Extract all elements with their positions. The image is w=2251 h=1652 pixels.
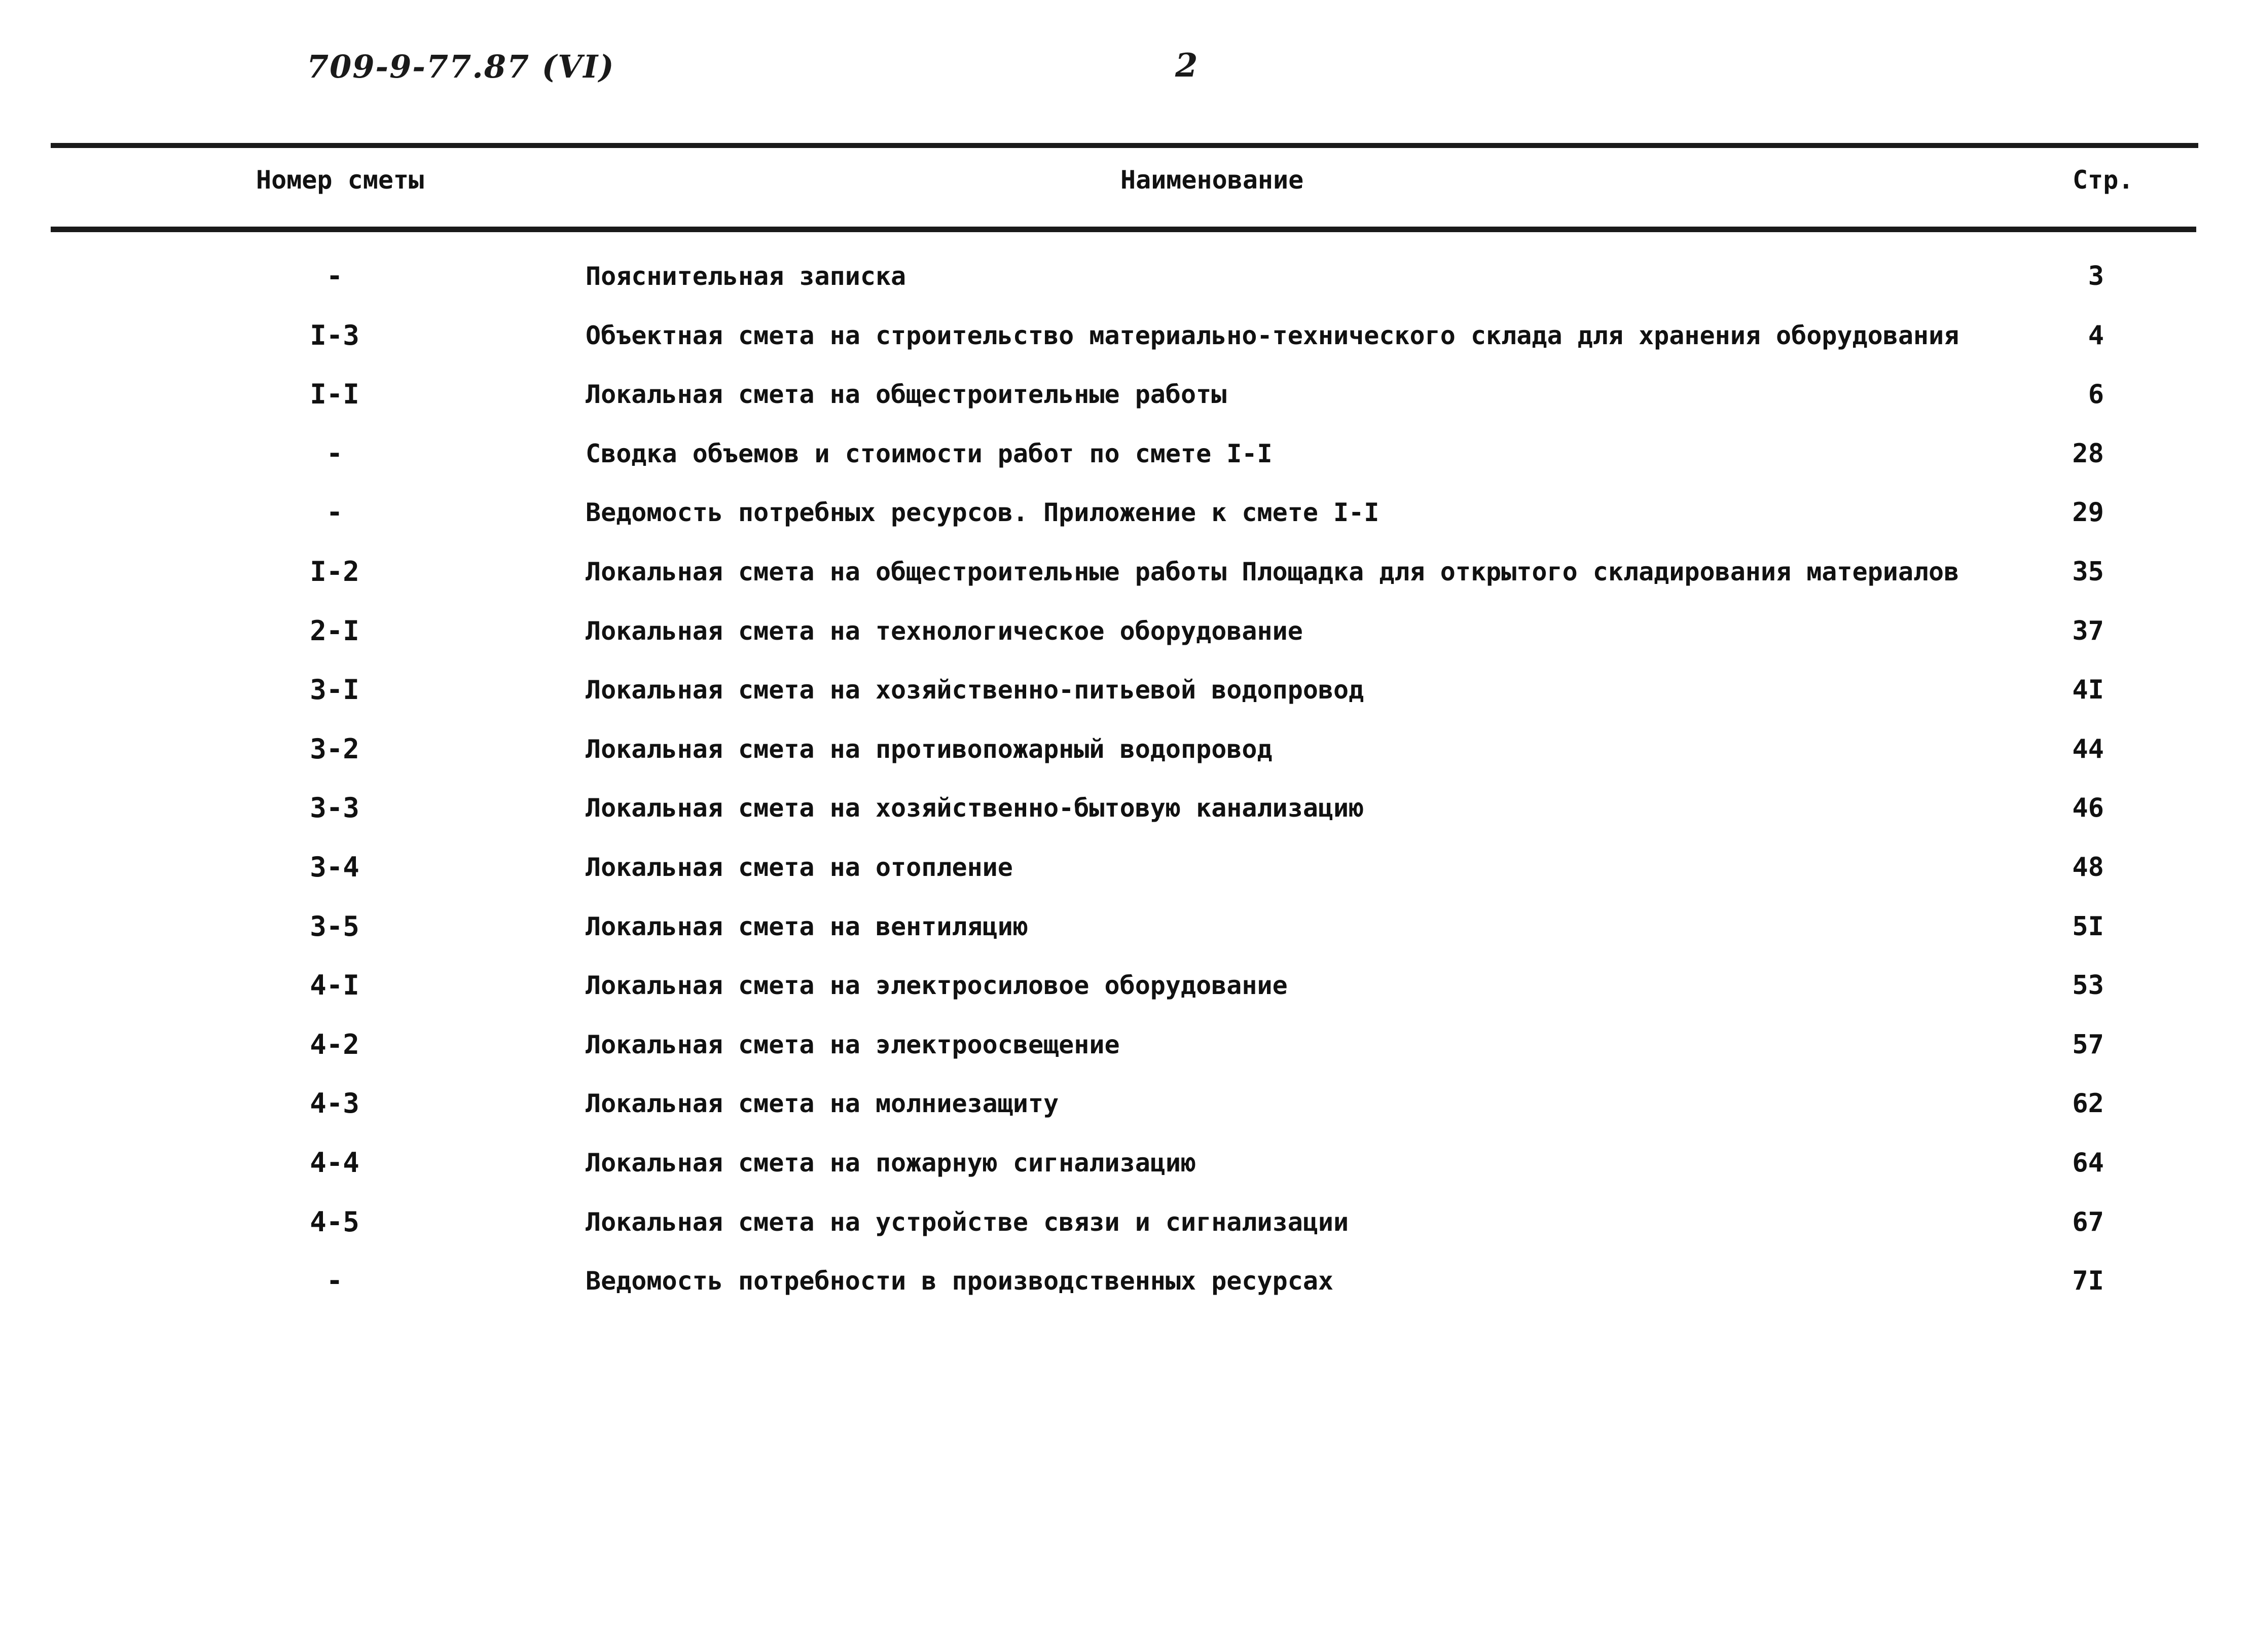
page-ref: 35 (2072, 557, 2104, 587)
table-row (0, 1145, 2251, 1204)
page-ref: 6 (2088, 379, 2104, 410)
page-ref: 28 (2072, 438, 2104, 469)
estimate-number: I-I (310, 378, 359, 411)
estimate-number: 4-5 (310, 1205, 359, 1238)
estimate-title: Локальная смета на вентиляцию (586, 911, 1028, 941)
column-header-page: Стр. (2073, 165, 2134, 195)
page-ref: 46 (2072, 793, 2104, 824)
table-row (0, 1204, 2251, 1263)
estimate-title: Локальная смета на пожарную сигнализацию (586, 1148, 1196, 1178)
estimate-number: 4-2 (310, 1028, 359, 1060)
estimate-title: Локальная смета на устройстве связи и сигнализации (586, 1207, 1349, 1237)
estimate-number: 4-3 (310, 1087, 359, 1120)
table-row (0, 495, 2251, 554)
estimate-number: - (326, 437, 343, 469)
page-ref: 44 (2072, 733, 2104, 764)
page-ref: 7I (2072, 1266, 2104, 1297)
table-row (0, 909, 2251, 968)
estimate-number: 3-4 (310, 851, 359, 883)
estimate-number: I-2 (310, 556, 359, 588)
estimate-title: Локальная смета на молниезащиту (586, 1089, 1059, 1119)
estimate-title: Локальная смета на электроосвещение (586, 1030, 1120, 1059)
estimate-number: I-3 (310, 319, 359, 351)
estimate-number: 3-I (310, 674, 359, 706)
table-row (0, 1086, 2251, 1145)
estimate-number: - (326, 496, 343, 529)
column-header-name: Наименование (1120, 165, 1304, 195)
estimate-number: 4-I (310, 969, 359, 1002)
table-row (0, 1263, 2251, 1322)
estimate-title: Локальная смета на противопожарный водопровод (586, 734, 1273, 764)
table-row (0, 1027, 2251, 1086)
table-row (0, 377, 2251, 435)
table-row (0, 850, 2251, 908)
table-row (0, 790, 2251, 849)
document-code: 709-9-77.87 (VI) (307, 48, 615, 85)
estimate-number: 3-3 (310, 792, 359, 824)
estimate-title: Локальная смета на хозяйственно-питьевой водопровод (586, 675, 1364, 705)
table-row (0, 318, 2251, 377)
page-ref: 3 (2088, 261, 2104, 291)
estimate-title: Локальная смета на хозяйственно-бытовую канализацию (586, 793, 1364, 823)
table-row (0, 259, 2251, 317)
table-row (0, 436, 2251, 495)
page-number: 2 (1175, 47, 1198, 85)
estimate-title: Ведомость потребных ресурсов. Приложение к смете I-I (586, 498, 1379, 528)
estimate-number: 3-5 (310, 910, 359, 942)
table-row (0, 613, 2251, 672)
page-ref: 62 (2072, 1088, 2104, 1119)
estimate-title: Локальная смета на общестроительные работы Площадка для открытого складирования материалов (586, 557, 1959, 586)
page-ref: 67 (2072, 1206, 2104, 1237)
page-ref: 37 (2072, 615, 2104, 646)
estimate-title: Объектная смета на строительство материально-технического склада для хранения оборудования (586, 320, 1959, 350)
estimate-title: Локальная смета на технологическое оборудование (586, 616, 1303, 646)
estimate-title: Ведомость потребности в производственных ресурсах (586, 1266, 1334, 1296)
table-row (0, 731, 2251, 790)
estimate-number: 2-I (310, 614, 359, 647)
top-rule (51, 143, 2198, 148)
estimate-title: Пояснительная записка (586, 262, 906, 291)
estimate-number: - (326, 1265, 343, 1297)
estimate-title: Локальная смета на электросиловое оборудование (586, 971, 1288, 1001)
page-ref: 48 (2072, 852, 2104, 883)
header-rule (51, 227, 2196, 232)
table-row (0, 672, 2251, 731)
estimate-number: 4-4 (310, 1147, 359, 1179)
page-ref: 64 (2072, 1148, 2104, 1178)
page-ref: 57 (2072, 1029, 2104, 1060)
table-row (0, 968, 2251, 1026)
page-ref: 5I (2072, 911, 2104, 942)
estimate-title: Локальная смета на общестроительные работы (586, 380, 1227, 410)
page-ref: 53 (2072, 970, 2104, 1001)
estimate-title: Сводка объемов и стоимости работ по смете I-I (586, 438, 1273, 468)
table-row (0, 554, 2251, 613)
page-ref: 4I (2072, 675, 2104, 706)
column-header-number: Номер сметы (256, 165, 424, 195)
page-ref: 29 (2072, 497, 2104, 528)
estimate-title: Локальная смета на отопление (586, 853, 1013, 882)
estimate-number: - (326, 260, 343, 292)
page-ref: 4 (2088, 320, 2104, 351)
estimate-number: 3-2 (310, 732, 359, 765)
